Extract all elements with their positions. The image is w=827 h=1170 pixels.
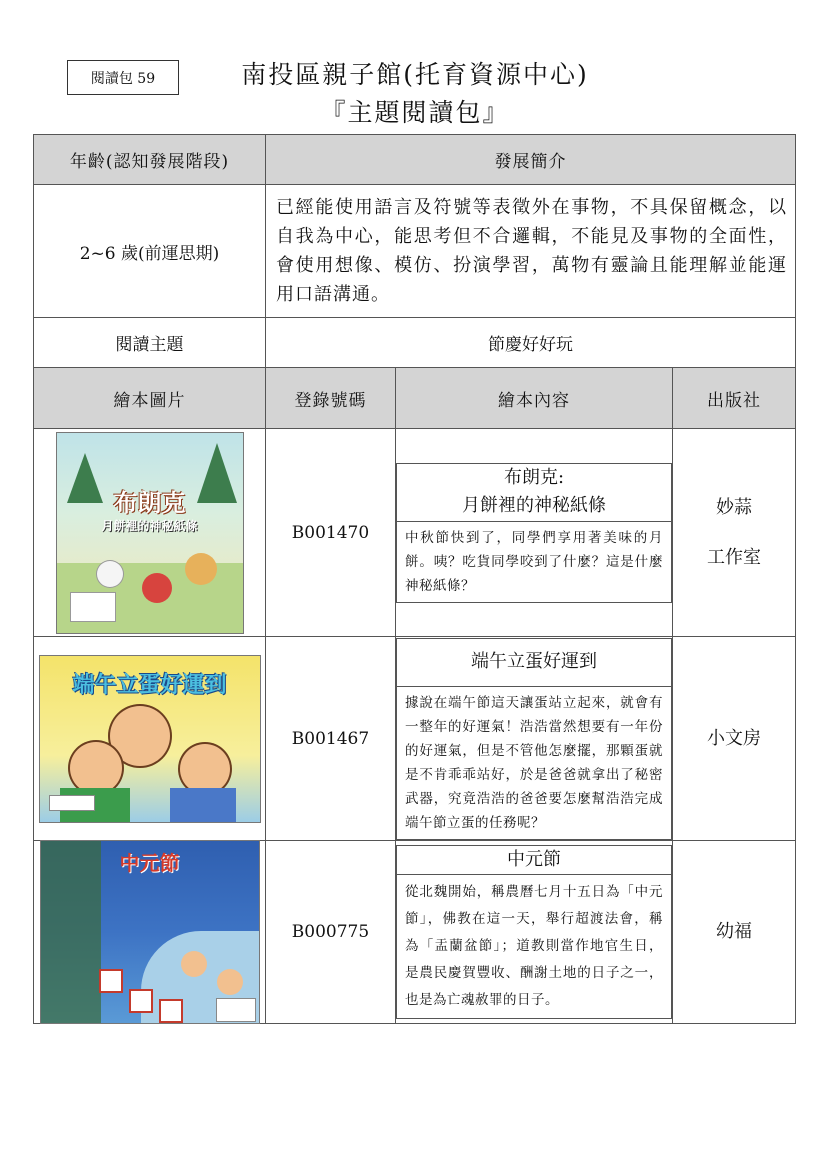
book-content-cell [396,637,673,841]
pack-number: 閱讀包 59 [67,60,179,95]
book-title: 端午立蛋好運到 [397,638,672,686]
table-row [34,429,796,637]
book-cover-cell [34,841,266,1024]
cover-title: 端午立蛋好運到 [72,672,227,698]
book-content-cell [396,429,673,637]
column-image: 繪本圖片 [34,368,266,429]
age-value: 2~6 歲(前運思期) [34,185,266,318]
book-publisher: 小文房 [673,637,796,841]
table-row [34,841,796,1024]
book-cover-cell [34,637,266,841]
cover-title: 中元節 [119,851,180,875]
book-publisher: 幼福 [673,841,796,1024]
book-publisher: 妙蒜 工作室 [673,429,796,637]
book-code: B000775 [266,841,396,1024]
page-subtitle: 『主題閱讀包』 [320,98,510,127]
book-description: 中秋節快到了，同學們享用著美味的月餅。咦？吃貨同學咬到了什麼？這是什麼神秘紙條？ [397,521,672,602]
development-header: 發展簡介 [266,135,796,185]
theme-label: 閱讀主題 [34,318,266,368]
book-title: 布朗克: 月餅裡的神秘紙條 [397,463,672,521]
book-cover-image [57,433,243,633]
book-title: 中元節 [397,846,672,875]
column-content: 繪本內容 [396,368,673,429]
table-row [34,637,796,841]
column-publisher: 出版社 [673,368,796,429]
column-code: 登錄號碼 [266,368,396,429]
cover-subtitle: 月餅裡的神秘紙條 [101,518,198,533]
page-title: 南投區親子館(托育資源中心) [241,60,589,89]
book-cover-image [40,656,260,822]
book-content-cell [396,841,673,1024]
book-code: B001470 [266,429,396,637]
book-description: 從北魏開始，稱農曆七月十五日為「中元節」，佛教在這一天，舉行超渡法會，稱為「盂蘭盆節」；道教則當作地官生日，是農民慶賀豐收、酬謝土地的日子之一，也是為亡魂赦罪的日子。 [397,875,672,1019]
theme-value: 節慶好好玩 [266,318,796,368]
book-code: B001467 [266,637,396,841]
cover-title: 布朗克 [113,488,186,517]
reading-pack-table [33,134,796,1024]
book-description: 據說在端午節這天讓蛋站立起來，就會有一整年的好運氣！浩浩當然想要有一年份的好運氣，但是不管他怎麼擺，那顆蛋就是不肯乖乖站好，於是爸爸就拿出了秘密武器，究竟浩浩的爸爸要怎麼幫浩浩完成端午節立蛋的任務呢？ [397,686,672,839]
age-header: 年齡(認知發展階段) [34,135,266,185]
development-text: 已經能使用語言及符號等表徵外在事物，不具保留概念，以自我為中心，能思考但不合邏輯，不能見及事物的全面性，會使用想像、模仿、扮演學習，萬物有靈論且能理解並能運用口語溝通。 [266,185,796,318]
book-cover-cell [34,429,266,637]
book-cover-image [41,841,259,1023]
